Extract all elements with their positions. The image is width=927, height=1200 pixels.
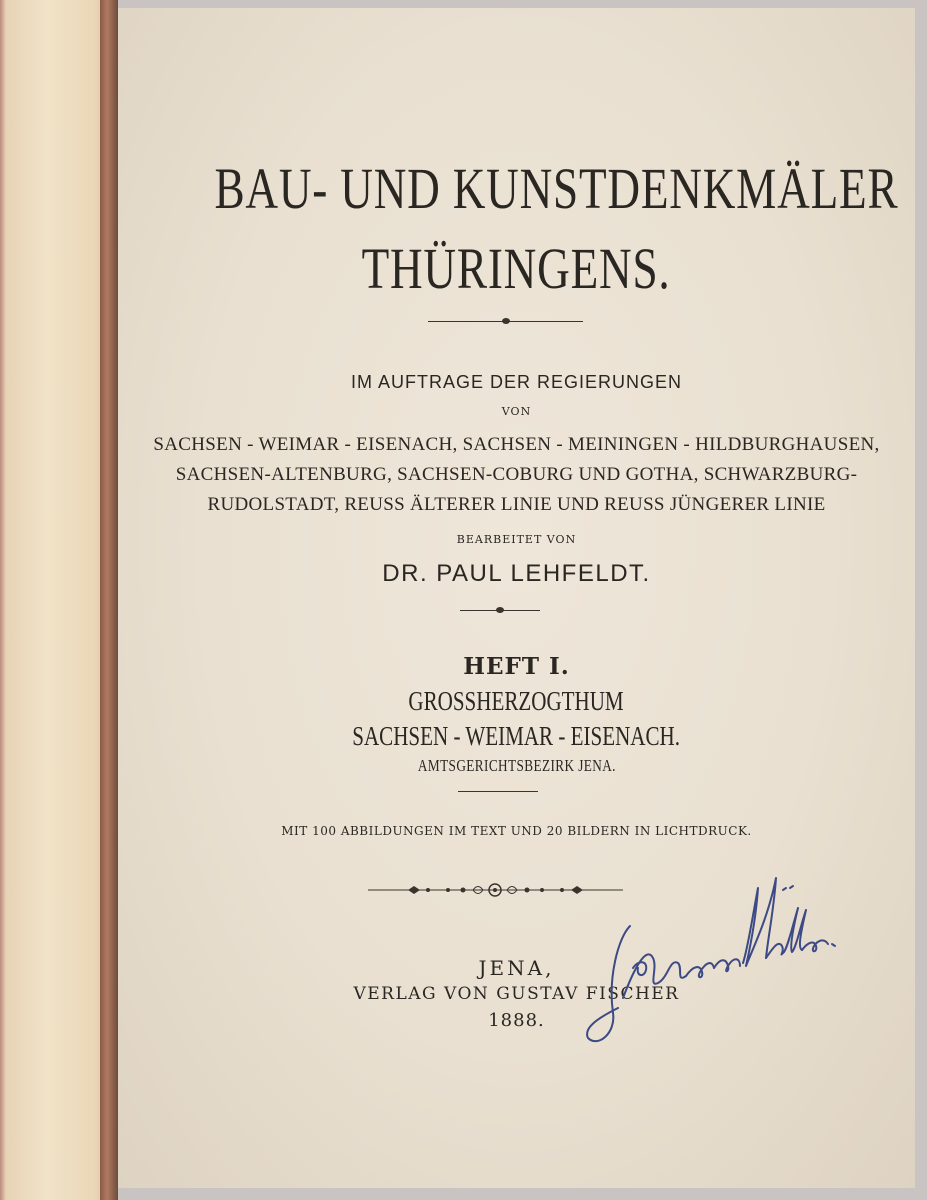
title-line-2-text: THÜRINGENS. <box>362 236 671 301</box>
title-line-1 <box>118 154 915 222</box>
book-spine <box>0 0 118 1200</box>
district-text: AMTSGERICHTSBEZIRK JENA. <box>417 756 616 775</box>
title-line-1-text: BAU- UND KUNSTDENKMÄLER <box>214 156 899 221</box>
governments-line-1: SACHSEN - WEIMAR - EISENACH, SACHSEN - MEININGEN - HILDBURGHAUSEN, <box>153 434 880 455</box>
governments-line-3: RUDOLSTADT, REUSS ÄLTERER LINIE UND REUSS JÜNGERER LINIE <box>207 494 826 515</box>
region-line-2 <box>118 721 915 752</box>
handwritten-signature <box>578 848 878 1068</box>
region-line-1 <box>118 686 915 717</box>
editor-label: BEARBEITET VON <box>456 533 577 546</box>
editor-name: DR. PAUL LEHFELDT. <box>382 560 651 587</box>
governments-line-2: SACHSEN-ALTENBURG, SACHSEN-COBURG UND GOTHA, SCHWARZBURG- <box>175 464 858 485</box>
imprint-year: 1888. <box>488 1010 545 1031</box>
imprint-publisher: VERLAG VON GUSTAV FISCHER <box>353 984 680 1004</box>
region-line-1-text: GROSSHERZOGTHUM <box>408 686 625 716</box>
commission-intro: IM AUFTRAGE DER REGIERUNGEN <box>350 372 683 392</box>
spine-edge <box>100 0 118 1200</box>
title-line-2 <box>118 234 915 302</box>
commission-von: VON <box>501 405 532 418</box>
short-rule <box>458 791 538 792</box>
region-line-2-text: SACHSEN - WEIMAR - EISENACH. <box>352 721 681 751</box>
district <box>118 756 915 776</box>
title-page <box>118 8 915 1188</box>
heft-number: HEFT I. <box>463 653 570 680</box>
illustrations-note: MIT 100 ABBILDUNGEN IM TEXT UND 20 BILDERN IN LICHTDRUCK. <box>281 824 752 838</box>
imprint-city: JENA, <box>478 956 555 980</box>
